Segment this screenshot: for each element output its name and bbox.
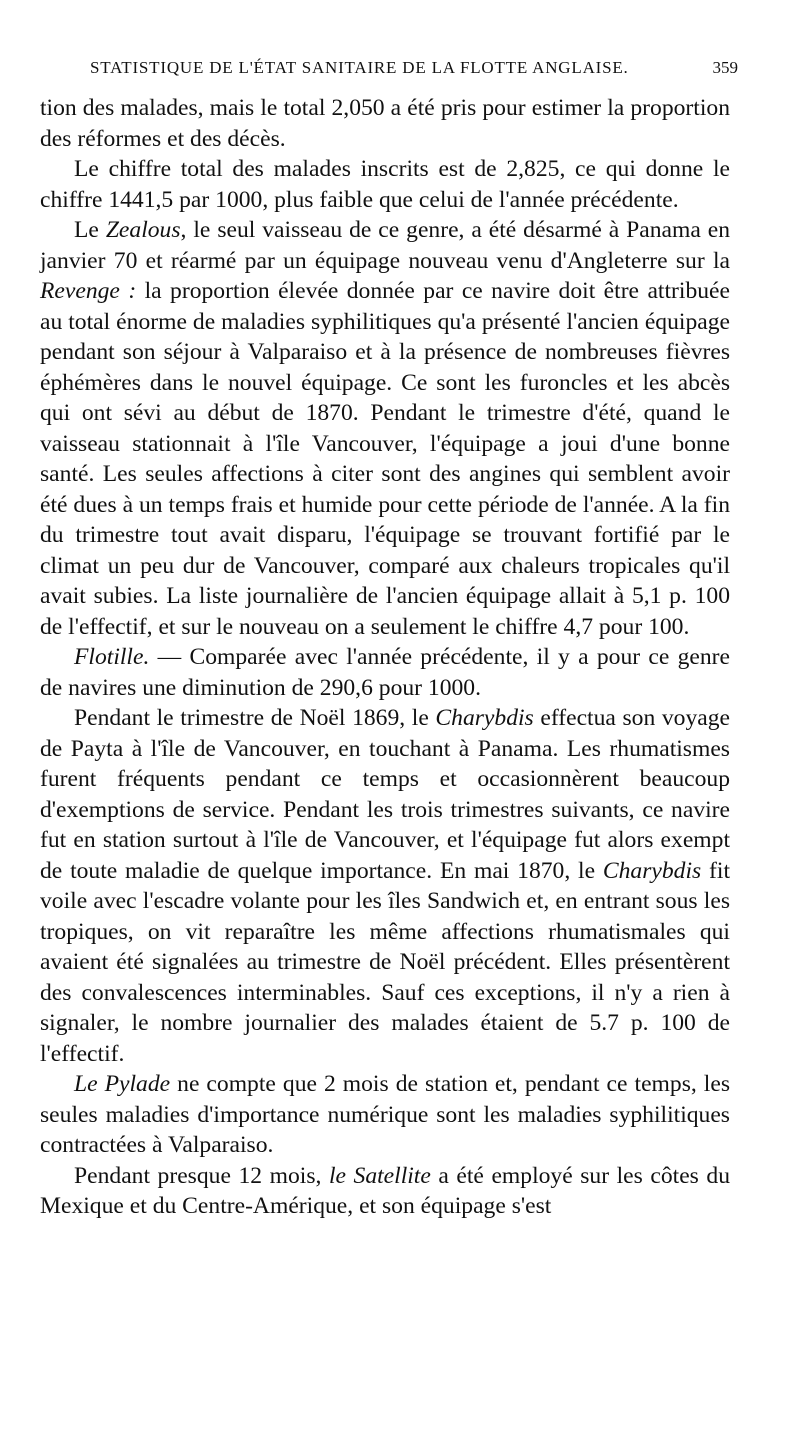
paragraph-p7: [40, 1161, 730, 1222]
text-segment: Le: [74, 217, 106, 243]
italic-text: le Satellite: [328, 1162, 431, 1189]
italic-text: Le Pylade: [74, 1071, 171, 1097]
body-text: [40, 93, 730, 1222]
italic-text: Revenge :: [40, 278, 137, 304]
paragraph-p4: [40, 642, 730, 703]
running-header: [90, 58, 738, 78]
text-segment: effectua son voyage de Payta à l'île de Vancouver, en touchant à Panama. Les rhumatismes furent fréquents pendant ce temps et occasionnèrent beaucoup d'exemptions de service. Pendant les trois trimestres suivants, ce navire fut en station surtout à l'île de Vancouver, et l'équipage fut alors exempt de toute maladie de quelque importance. En mai 1870, le: [40, 705, 730, 884]
text-segment: ne compte que 2 mois de station et, pendant ce temps, les seules maladies d'importance numérique sont les maladies syphilitiques contractées à Valparaiso.: [40, 1071, 730, 1158]
text-segment: Pendant presque 12 mois,: [74, 1162, 329, 1189]
text-segment: a été employé sur les côtes du Mexique et du Centre-Amérique, et son équipage s'est: [40, 1162, 730, 1219]
text-segment: fit voile avec l'escadre volante pour les îles Sandwich et, en entrant sous les tropiques, on vit reparaître les même affections rhumatismales qui avaient été signalées au trimestre de Noël précédent. Elles présentèrent des convalescences interminables. Sauf ces exceptions, il n'y a rien à signaler, le nombre journalier des malades étaient de 5.7 p. 100 de l'effectif.: [40, 857, 730, 1067]
text-segment: Le chiffre total des malades inscrits est de 2,825, ce qui donne le chiffre 1441,5 par 1000, plus faible que celui de l'année précédente.: [40, 156, 730, 213]
paragraph-p5: [40, 703, 730, 1069]
text-segment: — Comparée avec l'année précédente, il y a pour ce genre de navires une diminution de 290,6 pour 1000.: [40, 644, 730, 701]
italic-text: Charybdis: [602, 857, 702, 884]
running-title: STATISTIQUE DE L'ÉTAT SANITAIRE DE LA FLOTTE ANGLAISE.: [90, 58, 629, 77]
italic-text: Flotille.: [74, 644, 150, 670]
paragraph-p6: [40, 1069, 730, 1161]
page-number: 359: [712, 58, 738, 77]
paragraph-p2: [40, 154, 730, 215]
text-segment: tion des malades, mais le total 2,050 a été pris pour estimer la proportion des réformes et des décès.: [40, 95, 730, 152]
text-segment: la proportion élevée donnée par ce navire doit être attribuée au total énorme de maladies syphilitiques qu'a présenté l'ancien équipage pendant son séjour à Valparaiso et à la présence de nombreuses fièvres éphémères dans le nouvel équipage. Ce sont les furoncles et les abcès qui ont sévi au début de 1870. Pendant le trimestre d'été, quand le vaisseau stationnait à l'île Vancouver, l'équipage a joui d'une bonne santé. Les seules affections à citer sont des angines qui semblent avoir été dues à un temps frais et humide pour cette période de l'année. A la fin du trimestre tout avait disparu, l'équipage se trouvant fortifié par le climat un peu dur de Vancouver, comparé aux chaleurs tropicales qu'il avait subies. La liste journalière de l'ancien équipage allait à 5,1 p. 100 de l'effectif, et sur le nouveau on a seulement le chiffre 4,7 pour 100.: [40, 278, 730, 640]
text-segment: , le seul vaisseau de ce genre, a été désarmé à Panama en janvier 70 et réarmé par un équipage nouveau venu d'Angleterre sur la: [40, 217, 730, 274]
text-segment: Pendant le trimestre de Noël 1869, le: [74, 705, 436, 731]
paragraph-p1: [40, 93, 730, 154]
italic-text: Charybdis: [435, 705, 534, 731]
italic-text: Zealous: [105, 217, 181, 243]
paragraph-p3: [40, 215, 730, 642]
